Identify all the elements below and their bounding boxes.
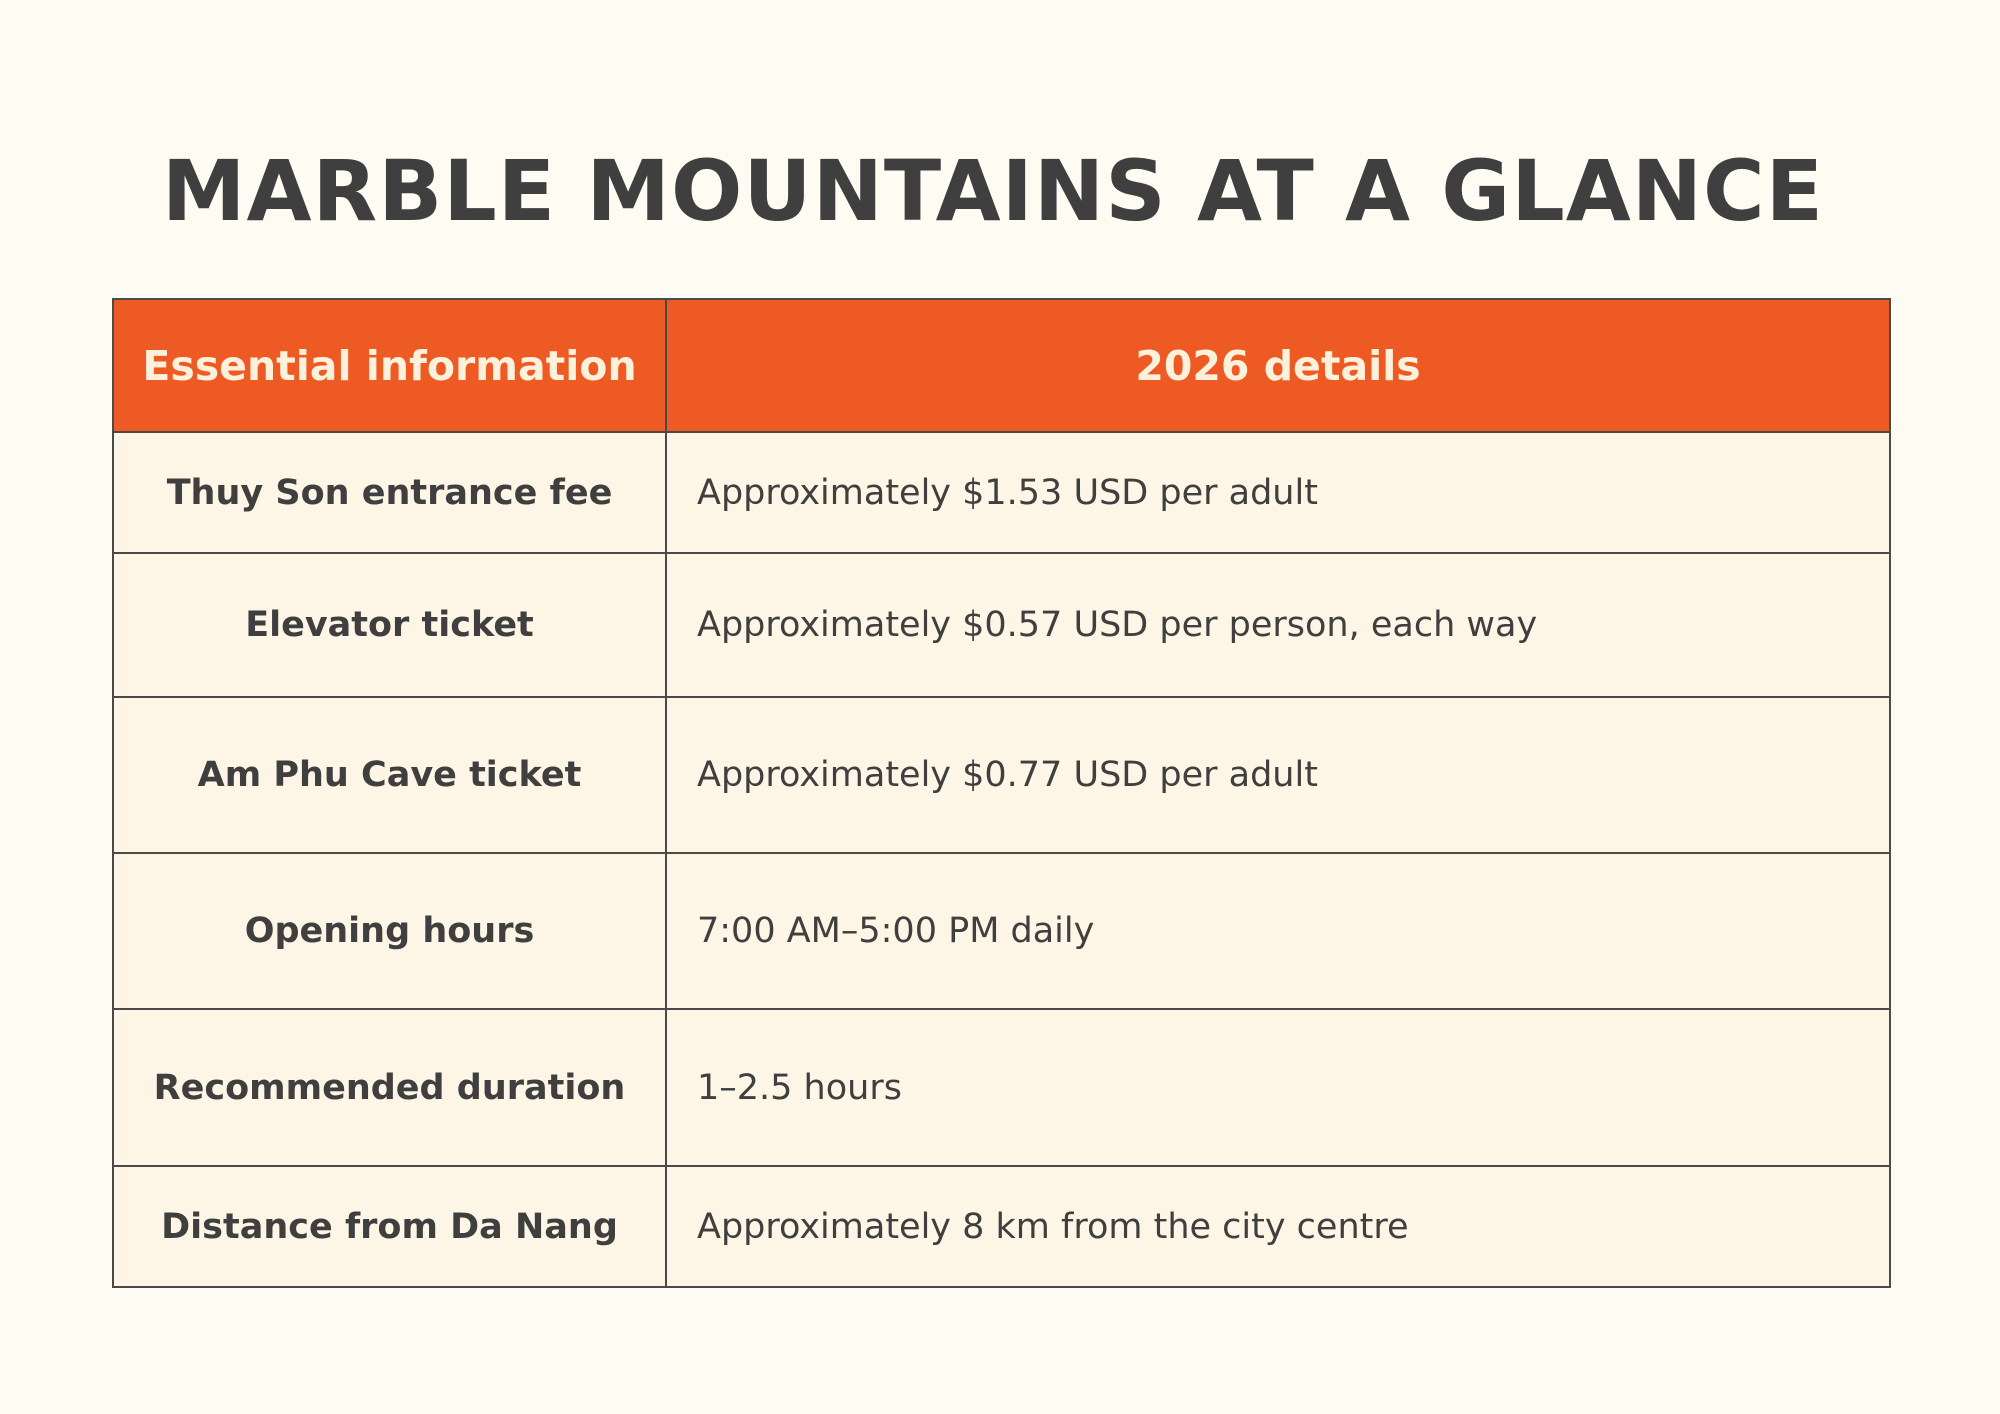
table-row xyxy=(113,553,1890,697)
row-label: Distance from Da Nang xyxy=(113,1166,666,1287)
info-table xyxy=(112,298,1891,1288)
table-row xyxy=(113,432,1890,553)
table-row xyxy=(113,853,1890,1009)
row-label: Am Phu Cave ticket xyxy=(113,697,666,853)
row-value: Approximately $0.57 USD per person, each way xyxy=(666,553,1890,697)
row-label: Elevator ticket xyxy=(113,553,666,697)
row-value: 1–2.5 hours xyxy=(666,1009,1890,1166)
table-row xyxy=(113,1166,1890,1287)
table-header-row xyxy=(113,299,1890,432)
page-title: MARBLE MOUNTAINS AT A GLANCE xyxy=(161,142,1825,240)
table-row xyxy=(113,1009,1890,1166)
row-value: Approximately $0.77 USD per adult xyxy=(666,697,1890,853)
row-value: Approximately 8 km from the city centre xyxy=(666,1166,1890,1287)
header-essential-information: Essential information xyxy=(113,299,666,432)
table-row xyxy=(113,697,1890,853)
row-label: Thuy Son entrance fee xyxy=(113,432,666,553)
row-value: Approximately $1.53 USD per adult xyxy=(666,432,1890,553)
row-label: Opening hours xyxy=(113,853,666,1009)
row-value: 7:00 AM–5:00 PM daily xyxy=(666,853,1890,1009)
header-2026-details: 2026 details xyxy=(666,299,1890,432)
row-label: Recommended duration xyxy=(113,1009,666,1166)
